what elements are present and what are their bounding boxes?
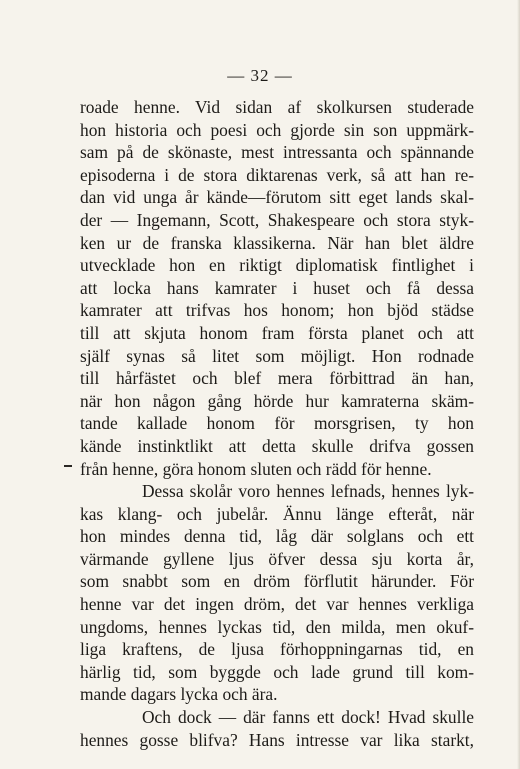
page-number: — 32 — bbox=[227, 66, 293, 85]
text-line: sam på de skönaste, mest intressanta och spännande bbox=[80, 142, 474, 163]
text-line: Dessa skolår voro hennes lefnads, hennes lyk- bbox=[142, 481, 474, 502]
margin-mark bbox=[64, 465, 72, 467]
text-line: till att skjuta honom fram första planet och att bbox=[80, 322, 474, 343]
text-line: kände instinktlikt att detta skulle drifva gossen bbox=[80, 435, 474, 456]
text-line: utvecklade hon en riktigt diplomatisk fintlighet i bbox=[80, 255, 474, 276]
text-line: ungdoms, hennes lyckas tid, den milda, men okuf- bbox=[80, 616, 474, 637]
text-line: att locka hans kamrater i huset och få dessa bbox=[80, 277, 474, 298]
text-line: episoderna i de stora diktarenas verk, så att han re- bbox=[80, 164, 474, 185]
text-line: hon mindes denna tid, låg där solglans och ett bbox=[80, 526, 474, 547]
text-line: från henne, göra honom sluten och rädd för henne. bbox=[80, 458, 432, 479]
text-line: när hon någon gång hörde hur kamraterna skäm- bbox=[80, 390, 474, 411]
text-line: hon historia och poesi och gjorde sin son uppmärk- bbox=[80, 119, 474, 140]
text-line: dan vid unga år kände—förutom sitt eget lands skal- bbox=[80, 187, 474, 208]
text-line: liga kraftens, de ljusa förhoppningarnas tid, en bbox=[80, 639, 474, 660]
text-line: hennes gosse blifva? Hans intresse var lika starkt, bbox=[80, 729, 474, 750]
body-text bbox=[80, 96, 474, 751]
text-line: roade henne. Vid sidan af skolkursen studerade bbox=[80, 97, 474, 117]
text-line: värmande gyllene ljus öfver dessa sju korta år, bbox=[80, 548, 474, 569]
text-line: kamrater att trifvas hos honom; hon bjöd städse bbox=[80, 300, 474, 321]
text-line: till hårfästet och blef mera förbittrad än han, bbox=[80, 368, 474, 389]
text-line: tande kallade honom för morsgrisen, ty hon bbox=[80, 413, 474, 434]
text-line: kas klang- och jubelår. Ännu länge efteråt, när bbox=[80, 503, 474, 524]
text-line: som snabbt som en dröm förflutit härunder. För bbox=[80, 571, 474, 592]
text-line: ken ur de franska klassikerna. När han blet äldre bbox=[80, 232, 474, 253]
text-line: henne var det ingen dröm, det var hennes verkliga bbox=[80, 594, 474, 615]
text-line: härlig tid, som byggde och lade grund till kom- bbox=[80, 661, 474, 682]
text-line: der — Ingemann, Scott, Shakespeare och stora styk- bbox=[80, 209, 474, 230]
text-line: själf synas så litet som möjligt. Hon rodnade bbox=[80, 345, 474, 366]
text-line: Och dock — där fanns ett dock! Hvad skulle bbox=[142, 707, 474, 728]
text-line: mande dagars lycka och ära. bbox=[80, 684, 278, 705]
